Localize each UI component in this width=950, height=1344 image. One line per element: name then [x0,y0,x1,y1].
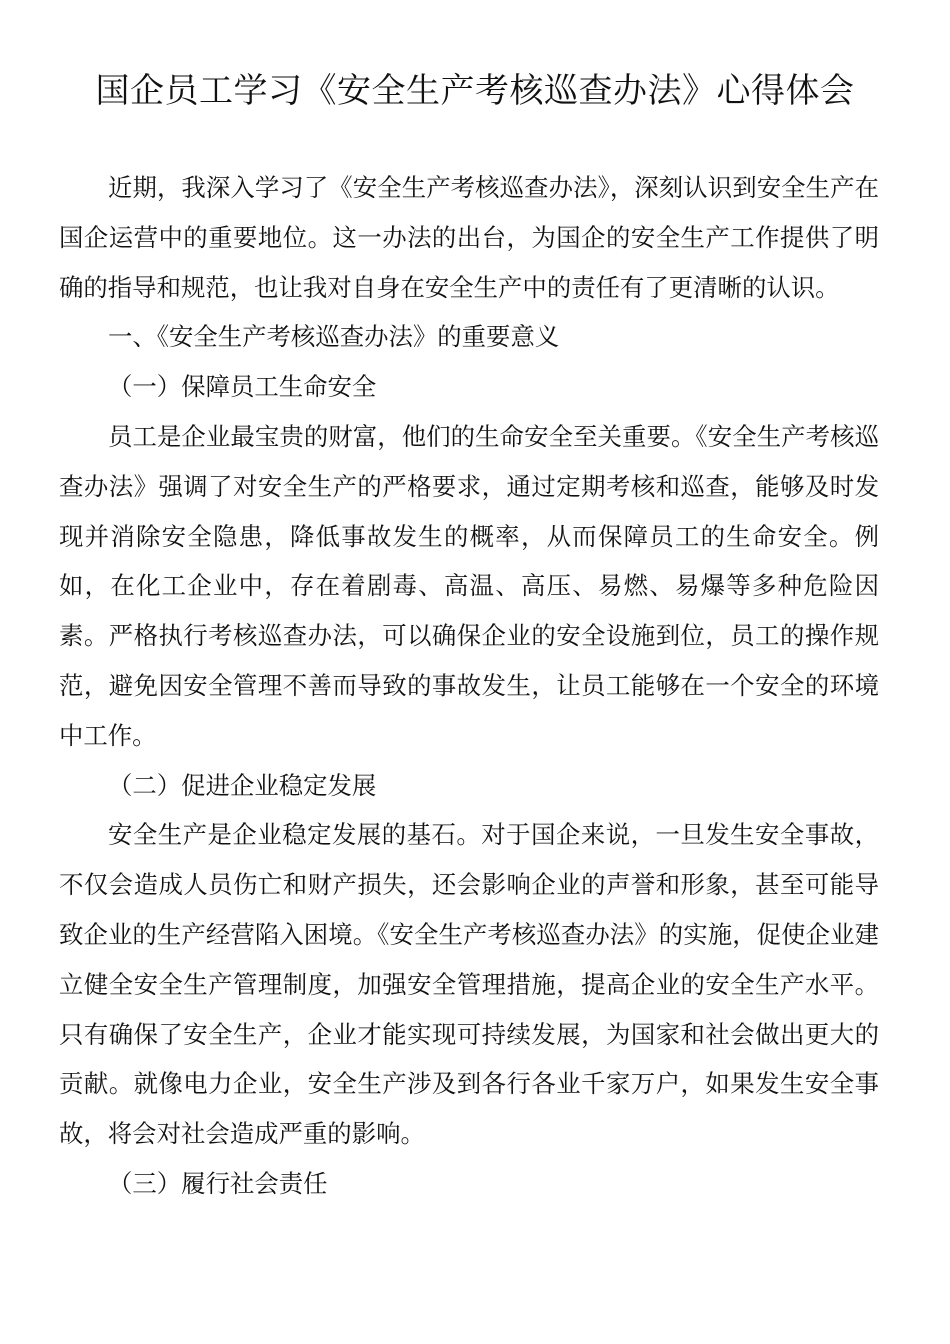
document-title: 国企员工学习《安全生产考核巡查办法》心得体会 [95,71,855,111]
paragraph-employee-safety: 员工是企业最宝贵的财富，他们的生命安全至关重要。《安全生产考核巡查办法》强调了对安全生产的严格要求，通过定期考核和巡查，能够及时发现并消除安全隐患，降低事故发生的概率，从而保障员工的生命安全。例如，在化工企业中，存在着剧毒、高温、高压、易燃、易爆等多种危险因素。严格执行考核巡查办法，可以确保企业的安全设施到位，员工的操作规范，避免因安全管理不善而导致的事故发生，让员工能够在一个安全的环境中工作。 [59,421,879,750]
subsection-heading-3: （三）履行社会责任 [108,1168,328,1198]
document-body [59,163,879,1209]
section-heading-1: 一、《安全生产考核巡查办法》的重要意义 [108,322,560,352]
subsection-heading-2: （二）促进企业稳定发展 [108,770,377,800]
paragraph-stable-development: 安全生产是企业稳定发展的基石。对于国企来说，一旦发生安全事故，不仅会造成人员伤亡和财产损失，还会影响企业的声誉和形象，甚至可能导致企业的生产经营陷入困境。《安全生产考核巡查办法》的实施，促使企业建立健全安全生产管理制度，加强安全管理措施，提高企业的安全生产水平。只有确保了安全生产，企业才能实现可持续发展，为国家和社会做出更大的贡献。就像电力企业，安全生产涉及到各行各业千家万户，如果发生安全事故，将会对社会造成严重的影响。 [59,820,879,1149]
intro-paragraph: 近期，我深入学习了《安全生产考核巡查办法》，深刻认识到安全生产在国企运营中的重要地位。这一办法的出台，为国企的安全生产工作提供了明确的指导和规范，也让我对自身在安全生产中的责任有了更清晰的认识。 [59,173,879,302]
subsection-heading-1: （一）保障员工生命安全 [108,372,377,402]
